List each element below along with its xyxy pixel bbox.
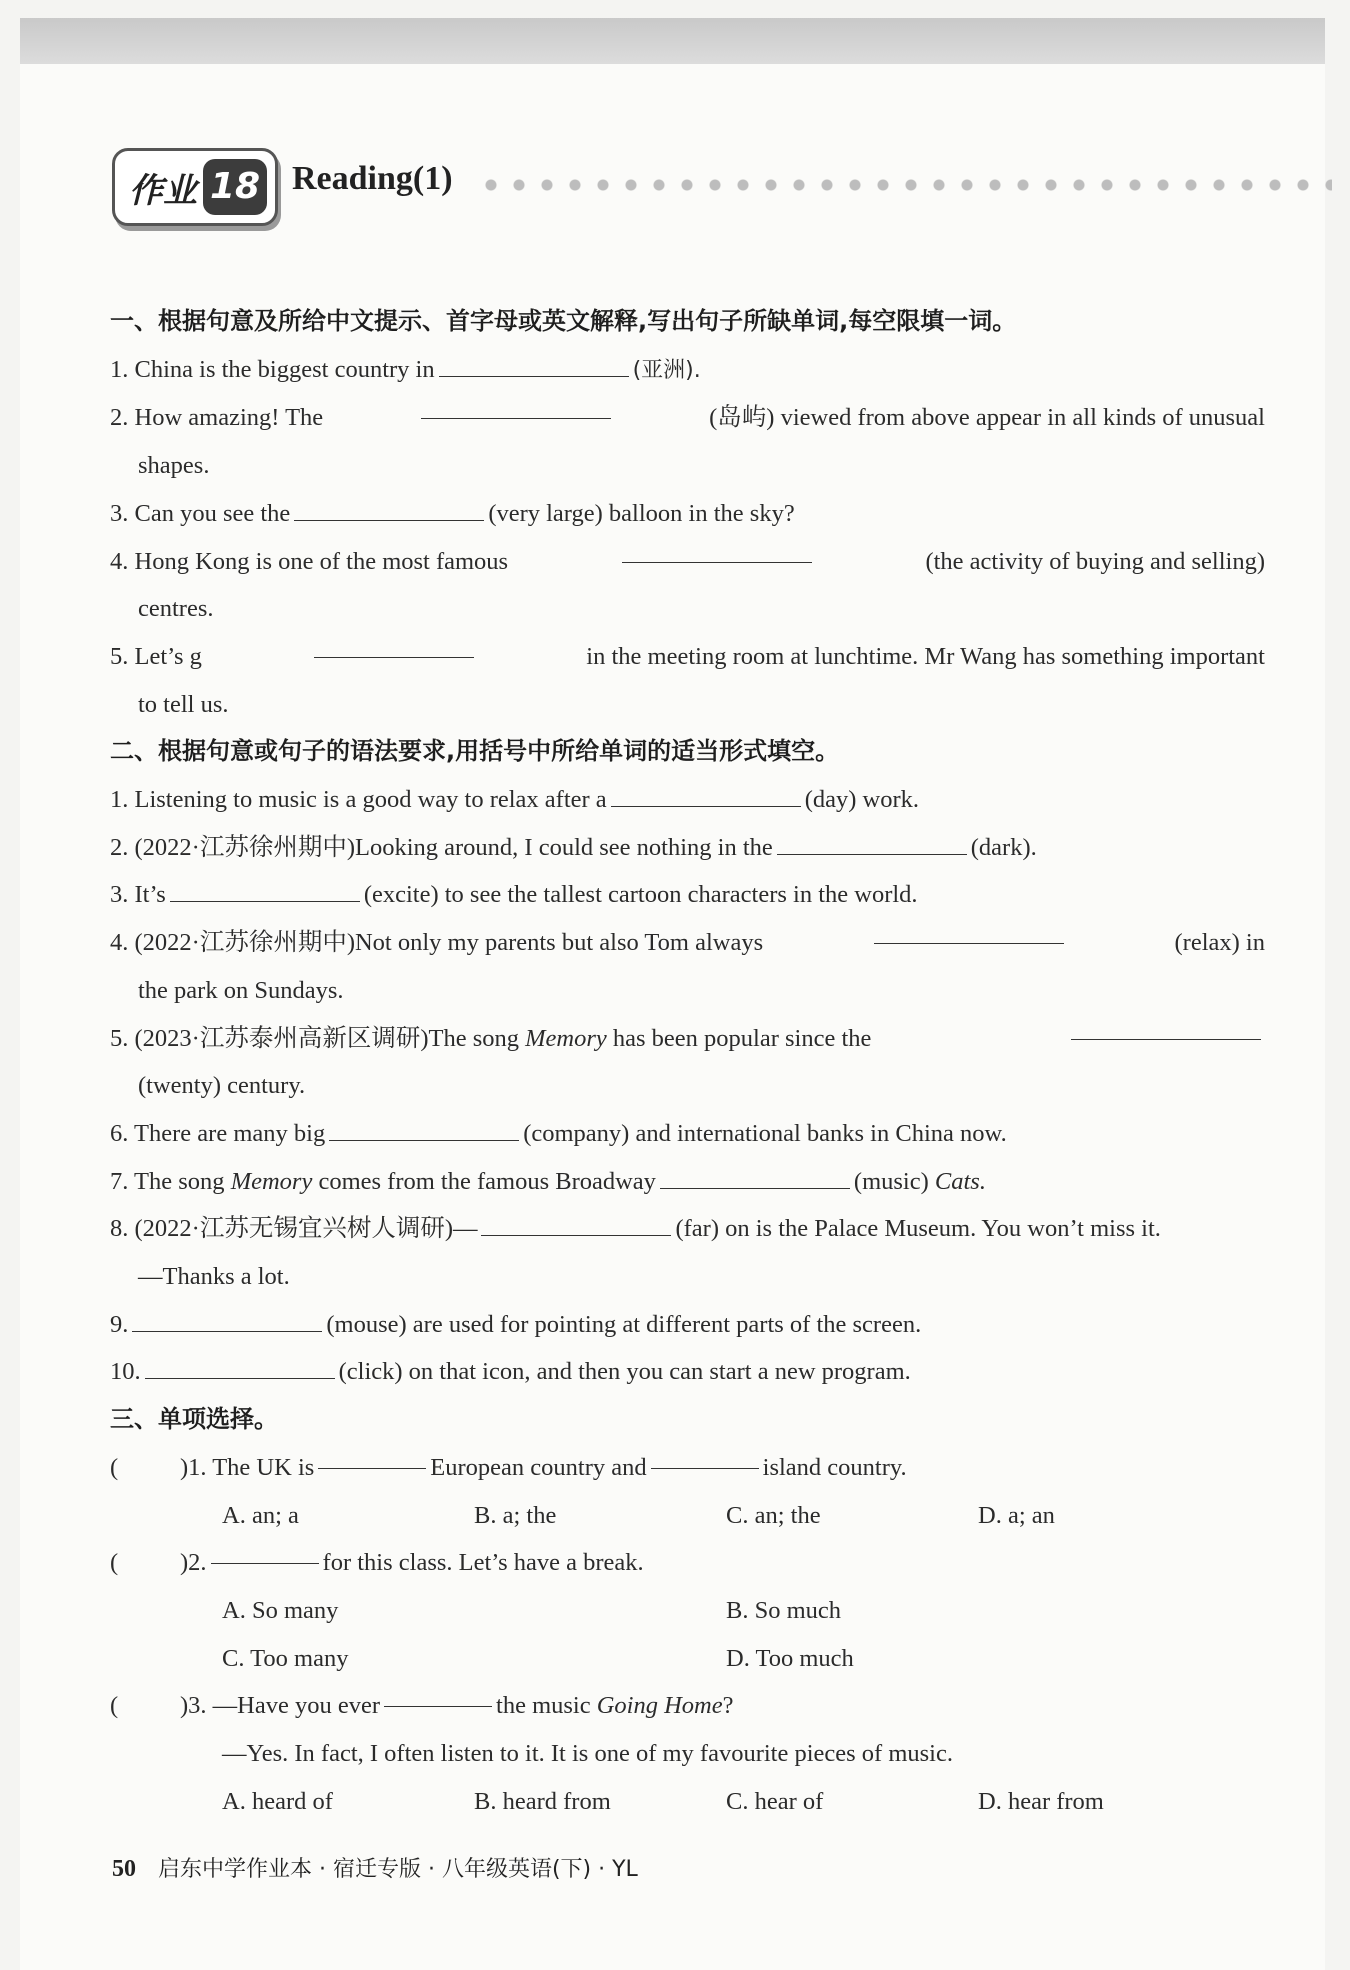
s3-q3-text: )3. —Have you ever xyxy=(180,1692,381,1720)
book-title: 启东中学作业本 · 宿迁专版 · 八年级英语(下) · YL xyxy=(158,1857,638,1882)
s2-q8-cont: —Thanks a lot. xyxy=(138,1263,290,1291)
section1-heading: 一、根据句意及所给中文提示、首字母或英文解释,写出句子所缺单词,每空限填一词。 xyxy=(110,307,1017,335)
option-a[interactable]: A. an; a xyxy=(222,1501,299,1529)
s2-q1-text: 1. Listening to music is a good way to relax after a xyxy=(110,786,607,814)
s2-q7 xyxy=(110,1158,1265,1206)
s2-q4-rest: (relax) in xyxy=(1174,929,1265,957)
answer-paren[interactable]: ( xyxy=(110,1549,119,1577)
answer-blank[interactable] xyxy=(874,919,1064,944)
s2-q7-mid: comes from the famous Broadway xyxy=(318,1167,656,1195)
answer-blank[interactable] xyxy=(132,1307,322,1332)
s1-q1-hint: (亚洲). xyxy=(632,357,701,383)
s2-q8-text: 8. (2022·江苏无锡宜兴树人调研)— xyxy=(110,1215,478,1243)
s3-q3-options xyxy=(110,1778,1265,1826)
s1-q4-cont: centres. xyxy=(138,595,214,623)
s2-q5-text: 5. (2023·江苏泰州高新区调研)The song xyxy=(110,1024,519,1052)
s2-q5-song-title: Memory xyxy=(525,1024,607,1052)
s3-q3-reply: —Yes. In fact, I often listen to it. It is one of my favourite pieces of music. xyxy=(222,1740,953,1768)
s3-q1-options xyxy=(110,1492,1265,1540)
s2-q7-song-title: Memory xyxy=(230,1167,313,1195)
s2-q8 xyxy=(110,1205,1265,1253)
answer-blank[interactable] xyxy=(329,1116,519,1141)
dotted-rule xyxy=(477,178,1332,192)
s2-q7-musical-title: Cats. xyxy=(934,1167,986,1195)
s2-q10-number: 10. xyxy=(110,1358,141,1386)
s3-q3-music-title: Going Home xyxy=(596,1692,723,1720)
answer-paren[interactable]: ( xyxy=(110,1692,119,1720)
page-footer xyxy=(112,1852,638,1883)
s2-q5-rest: has been popular since the xyxy=(612,1024,872,1052)
answer-blank[interactable] xyxy=(1071,1015,1261,1040)
option-b[interactable]: B. a; the xyxy=(474,1501,557,1529)
worksheet-content xyxy=(110,298,1265,1826)
s2-q9-number: 9. xyxy=(110,1310,129,1338)
s2-q3-rest: (excite) to see the tallest cartoon characters in the world. xyxy=(363,881,918,909)
option-c[interactable]: C. hear of xyxy=(726,1787,824,1815)
s2-q1-rest: (day) work. xyxy=(804,786,919,814)
s1-q1-text: 1. China is the biggest country in xyxy=(110,355,435,383)
option-b[interactable]: B. heard from xyxy=(474,1787,611,1815)
s3-q2-options-row1 xyxy=(110,1587,1265,1635)
s3-q1 xyxy=(110,1444,1265,1492)
answer-blank[interactable] xyxy=(294,496,484,521)
s2-q7-hint: (music) xyxy=(853,1167,929,1195)
answer-blank[interactable] xyxy=(170,877,360,902)
answer-paren[interactable]: ( xyxy=(110,1453,119,1481)
s3-q1-rest: island country. xyxy=(762,1453,907,1481)
s2-q4-text: 4. (2022·江苏徐州期中)Not only my parents but also Tom always xyxy=(110,929,764,957)
s1-q5-cont: to tell us. xyxy=(138,690,229,718)
s1-q5 xyxy=(110,633,1265,681)
s2-q8-rest: (far) on is the Palace Museum. You won’t miss it. xyxy=(675,1215,1161,1243)
s2-q6-rest: (company) and international banks in China now. xyxy=(523,1119,1007,1147)
badge-number: 18 xyxy=(203,159,267,215)
assignment-header xyxy=(112,148,1332,226)
s2-q2 xyxy=(110,824,1265,872)
s3-q1-mid: European country and xyxy=(430,1453,647,1481)
s1-q2-cont: shapes. xyxy=(138,452,210,480)
answer-blank[interactable] xyxy=(611,782,801,807)
s2-q7-text: 7. The song xyxy=(110,1167,225,1195)
assignment-badge xyxy=(112,148,278,226)
s1-q4 xyxy=(110,538,1265,586)
s1-q2-rest: (岛屿) viewed from above appear in all kinds of unusual xyxy=(709,404,1265,432)
s1-q5-rest: in the meeting room at lunchtime. Mr Wang has something important xyxy=(586,642,1265,670)
badge-label: 作业 xyxy=(129,171,197,211)
answer-blank[interactable] xyxy=(660,1164,850,1189)
option-c[interactable]: C. an; the xyxy=(726,1501,821,1529)
answer-blank[interactable] xyxy=(439,352,629,377)
option-b[interactable]: B. So much xyxy=(726,1596,842,1624)
s1-q1 xyxy=(110,346,1265,395)
s2-q3 xyxy=(110,871,1265,919)
s2-q2-text: 2. (2022·江苏徐州期中)Looking around, I could see nothing in the xyxy=(110,833,773,861)
page-title: Reading(1) xyxy=(292,160,453,197)
answer-blank[interactable] xyxy=(481,1211,671,1236)
answer-blank[interactable] xyxy=(314,633,474,658)
s3-q1-text: )1. The UK is xyxy=(180,1453,315,1481)
section2-heading: 二、根据句意或句子的语法要求,用括号中所给单词的适当形式填空。 xyxy=(110,737,840,766)
s1-q2 xyxy=(110,394,1265,442)
option-d[interactable]: D. hear from xyxy=(978,1787,1104,1815)
s2-q4 xyxy=(110,919,1265,967)
s3-q3 xyxy=(110,1682,1265,1730)
option-a[interactable]: A. So many xyxy=(222,1596,339,1624)
s1-q2-text: 2. How amazing! The xyxy=(110,404,324,432)
s3-q2-rest: for this class. Let’s have a break. xyxy=(322,1549,644,1577)
answer-blank xyxy=(318,1444,426,1469)
s2-q10 xyxy=(110,1348,1265,1396)
s2-q2-rest: (dark). xyxy=(970,833,1037,861)
s1-q4-rest: (the activity of buying and selling) xyxy=(925,547,1265,575)
page-number: 50 xyxy=(112,1856,136,1882)
option-d[interactable]: D. Too much xyxy=(726,1644,854,1672)
s2-q5-cont: (twenty) century. xyxy=(138,1072,306,1100)
s2-q4-cont: the park on Sundays. xyxy=(138,976,344,1004)
option-d[interactable]: D. a; an xyxy=(978,1501,1055,1529)
s2-q6 xyxy=(110,1110,1265,1158)
answer-blank[interactable] xyxy=(145,1354,335,1379)
s2-q10-rest: (click) on that icon, and then you can start a new program. xyxy=(338,1358,911,1386)
answer-blank[interactable] xyxy=(777,830,967,855)
section3-heading: 三、单项选择。 xyxy=(110,1405,278,1434)
s2-q3-text: 3. It’s xyxy=(110,881,166,909)
option-a[interactable]: A. heard of xyxy=(222,1787,333,1815)
answer-blank xyxy=(211,1539,319,1564)
s3-q2-options-row2 xyxy=(110,1635,1265,1683)
s1-q3 xyxy=(110,490,1265,538)
s3-q3-qmark: ? xyxy=(722,1692,734,1720)
s3-q3-mid: the music xyxy=(496,1692,591,1720)
s1-q5-text: 5. Let’s g xyxy=(110,642,202,670)
s2-q9 xyxy=(110,1301,1265,1349)
s3-q2-text: )2. xyxy=(180,1549,207,1577)
scan-top-bar xyxy=(20,18,1325,64)
answer-blank xyxy=(651,1444,759,1469)
answer-blank[interactable] xyxy=(421,394,611,419)
s1-q3-rest: (very large) balloon in the sky? xyxy=(488,499,795,527)
answer-blank xyxy=(384,1682,492,1707)
s2-q9-rest: (mouse) are used for pointing at different parts of the screen. xyxy=(326,1310,922,1338)
s3-q2 xyxy=(110,1539,1265,1587)
option-c[interactable]: C. Too many xyxy=(222,1644,349,1672)
s2-q5 xyxy=(110,1015,1265,1063)
s2-q1 xyxy=(110,776,1265,824)
answer-blank[interactable] xyxy=(622,538,812,563)
s1-q4-text: 4. Hong Kong is one of the most famous xyxy=(110,547,509,575)
s2-q6-text: 6. There are many big xyxy=(110,1119,326,1147)
s1-q3-text: 3. Can you see the xyxy=(110,499,291,527)
